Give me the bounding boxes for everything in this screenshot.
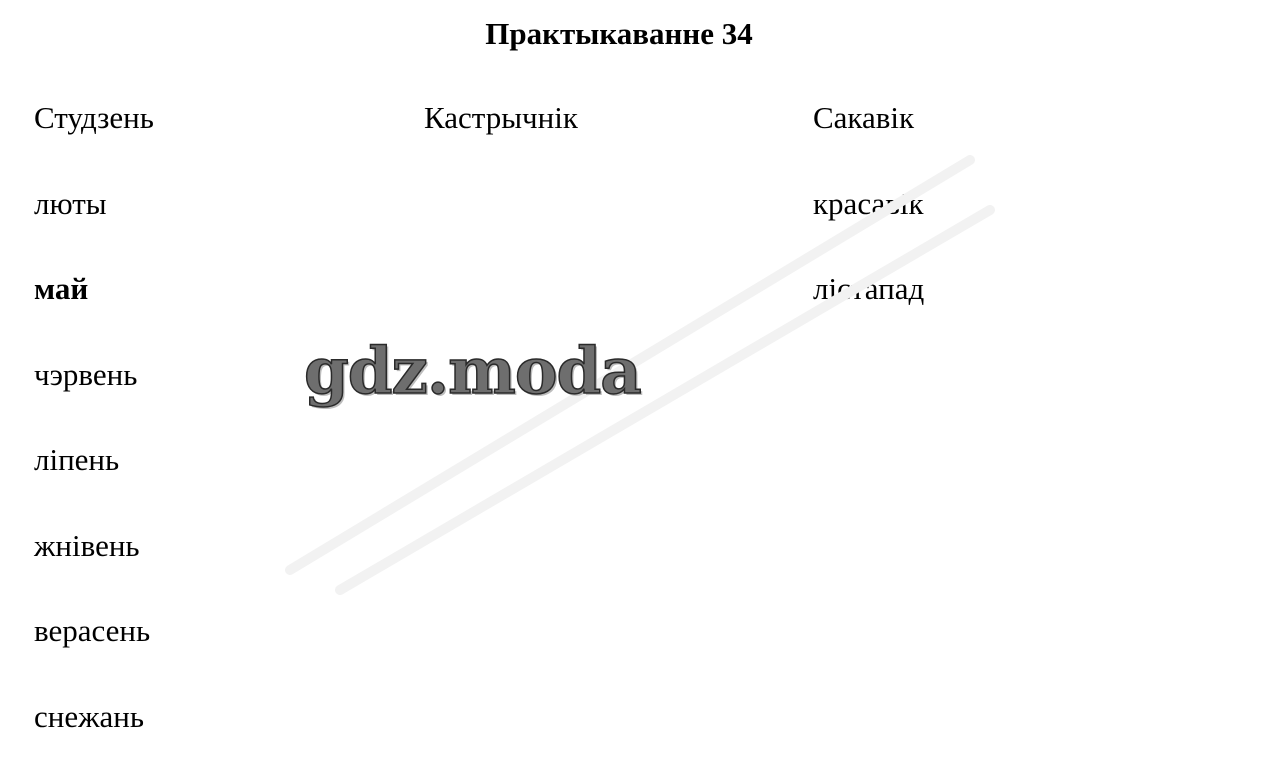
list-item: люты: [34, 185, 107, 221]
list-item: Студзень: [34, 100, 154, 135]
list-item: снежань: [34, 698, 145, 734]
list-item: лістапад: [813, 271, 925, 306]
list-item: жнівень: [34, 527, 140, 563]
list-item: Сакавік: [813, 100, 915, 135]
month-column-3: [813, 98, 924, 355]
month-column-2: [424, 98, 578, 184]
list-item: красавік: [813, 185, 924, 221]
page-title: Практыкаванне 34: [485, 16, 753, 51]
list-item-bold: май: [34, 271, 89, 306]
month-column-1: [34, 98, 154, 782]
list-item: верасень: [34, 613, 151, 648]
list-item: ліпень: [34, 442, 120, 477]
list-item: Кастрычнік: [424, 100, 578, 135]
watermark-logo: gdz.moda: [304, 334, 641, 409]
list-item: чэрвень: [34, 356, 138, 392]
